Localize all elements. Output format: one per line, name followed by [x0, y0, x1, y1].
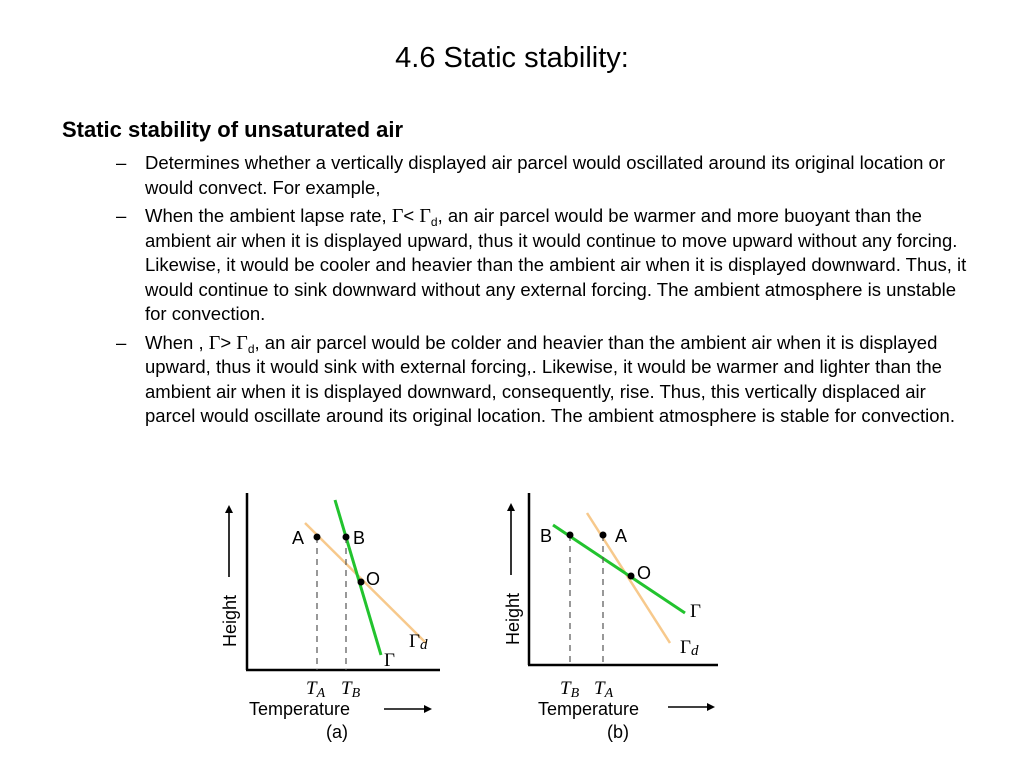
gamma-symbol: Γ — [236, 331, 248, 354]
gamma-label: Γ — [690, 601, 701, 622]
point-a-label: A — [615, 526, 628, 546]
panel-caption: (a) — [326, 722, 348, 742]
lapse-rate-figure — [200, 485, 740, 750]
tb-label: TB — [560, 678, 580, 701]
gamma-label: Γ — [384, 650, 395, 671]
gamma-symbol: Γ — [419, 205, 431, 227]
gamma-d-label: Γd — [680, 637, 699, 659]
operator: < — [403, 205, 420, 226]
y-axis-arrowhead — [225, 505, 233, 513]
bullet-text-pre: When the ambient lapse rate, — [145, 205, 392, 226]
gamma-symbol: Γ — [391, 205, 404, 227]
ta-label: TA — [594, 678, 614, 701]
y-axis-arrowhead — [507, 503, 515, 511]
point-b-dot — [343, 534, 350, 541]
bullet-dash: – — [116, 152, 127, 173]
bullet-dash: – — [116, 331, 127, 353]
tb-label: TB — [341, 678, 361, 701]
slide-title: 4.6 Static stability: — [395, 42, 629, 74]
point-b-label: B — [353, 528, 366, 548]
bullet-text-post: , an air parcel would be colder and heavier than the ambient air when it is displayed upward, thus it would sink with external forcing,. Likewise, it would be warmer and lighter than the ambient air when it is displayed downward, consequently, rise. Thus, this vertically displaced air parcel would oscillate around its original location. The ambient atmosphere is stable for convection. — [145, 331, 955, 426]
panel-a — [220, 493, 440, 742]
subscript-d: d — [247, 341, 255, 356]
operator: > — [220, 331, 237, 353]
y-axis-title: Height — [503, 592, 523, 645]
x-axis-title: Temperature — [249, 699, 351, 719]
subscript-d: d — [430, 215, 438, 229]
bullet-item — [116, 151, 976, 200]
point-o-dot — [358, 579, 365, 586]
gamma-symbol: Γ — [208, 331, 221, 354]
point-b-dot — [567, 532, 574, 539]
point-o-dot — [628, 573, 635, 580]
bullet-text-post: , an air parcel would be warmer and more buoyant than the ambient air when it is displayed upward, thus it would continue to move upward without any forcing. Likewise, it would be cooler and heavier than the ambient air when it is displayed downward. Thus, it would continue to sink downward without any external forcing. The ambient atmosphere is unstable for convection. — [145, 205, 967, 324]
ta-label: TA — [306, 678, 326, 701]
y-axis-title: Height — [220, 594, 240, 647]
bullet-text-pre: When , — [145, 331, 209, 353]
bullet-item — [116, 331, 976, 429]
bullet-dash: – — [116, 205, 127, 226]
bullet-item — [116, 204, 976, 327]
point-a-dot — [314, 534, 321, 541]
x-axis-arrowhead — [707, 703, 715, 711]
point-o-label: O — [366, 569, 381, 589]
gamma-d-label: Γd — [409, 631, 428, 653]
x-axis-title: Temperature — [538, 699, 640, 719]
point-a-label: A — [292, 528, 305, 548]
panel-caption: (b) — [607, 722, 629, 742]
point-a-dot — [600, 532, 607, 539]
bullet-text: Determines whether a vertically displayed air parcel would oscillated around its original location or would convect. For example, — [145, 152, 946, 198]
point-o-label: O — [637, 563, 652, 583]
point-b-label: B — [540, 526, 553, 546]
section-heading: Static stability of unsaturated air — [62, 117, 404, 142]
x-axis-arrowhead — [424, 705, 432, 713]
panel-b — [503, 493, 718, 742]
bullet-list — [116, 151, 976, 433]
